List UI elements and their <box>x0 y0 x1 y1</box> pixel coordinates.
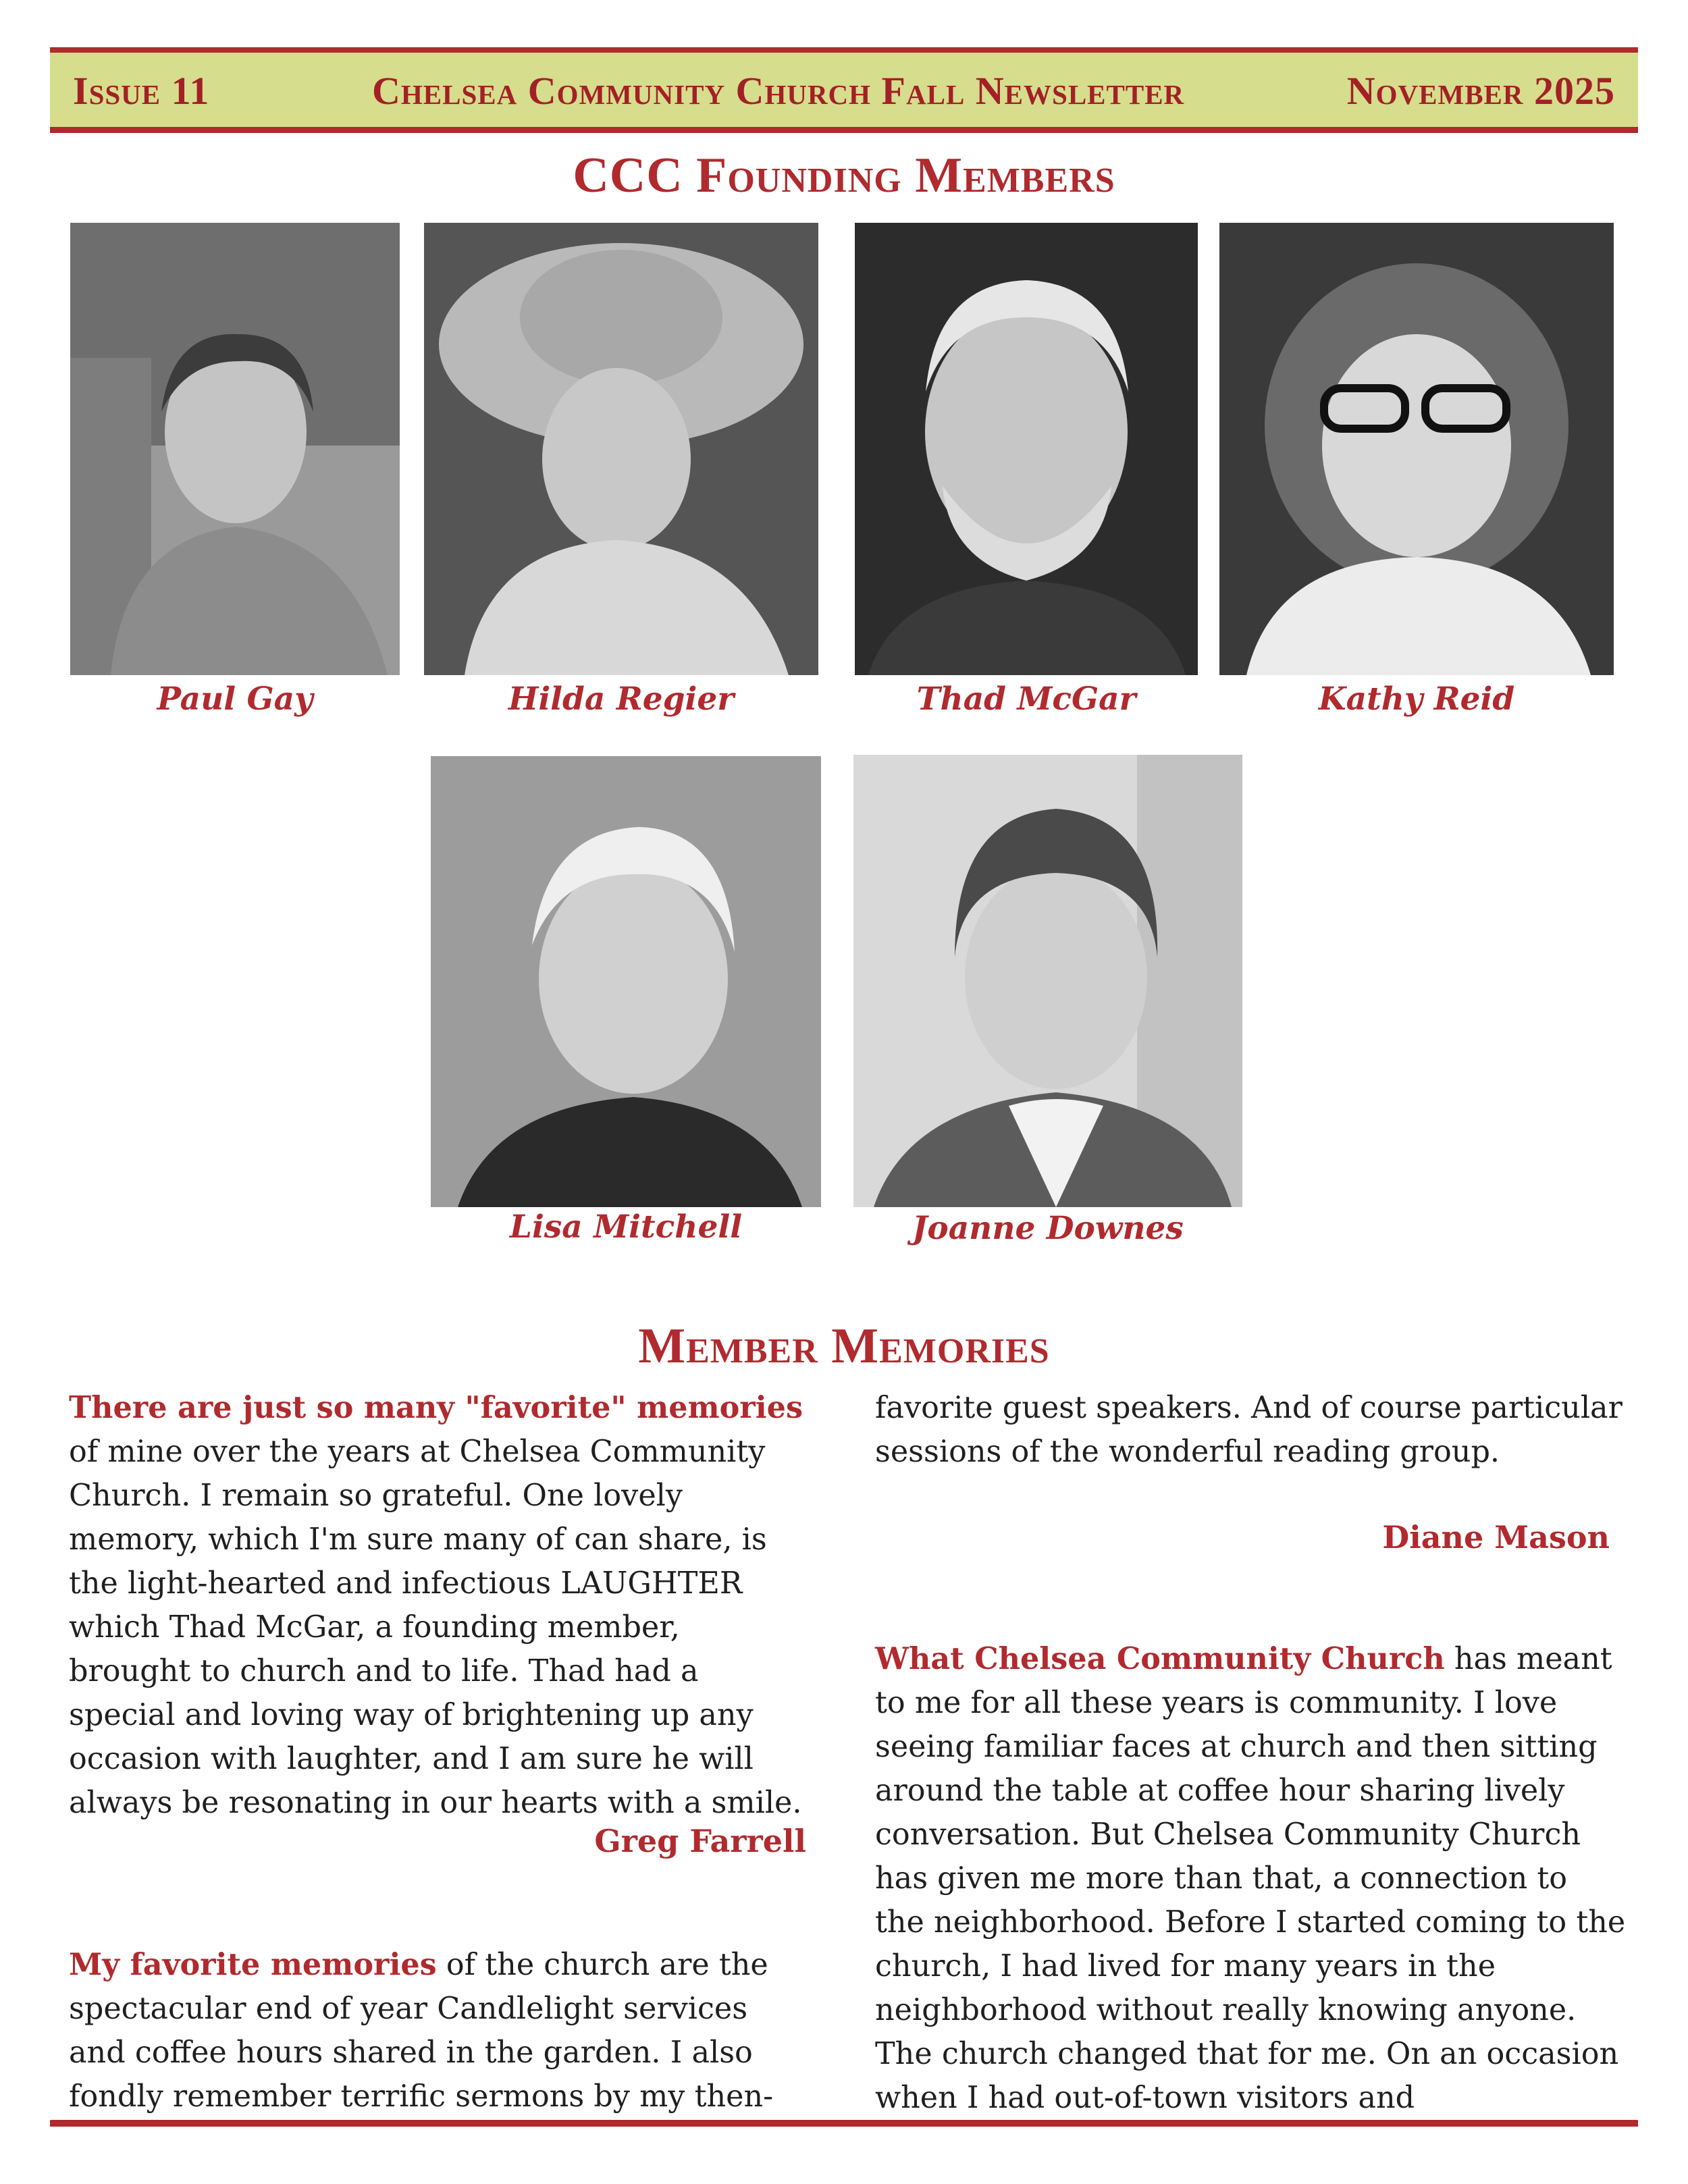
banner-bottom-rule <box>50 127 1638 133</box>
photo-lisa-mitchell <box>431 756 821 1207</box>
caption-joanne-downes: Joanne Downes <box>912 1210 1184 1247</box>
memory-community <box>875 1637 1626 2120</box>
caption-paul-gay: Paul Gay <box>157 681 313 718</box>
photo-paul-gay <box>70 223 400 675</box>
caption-thad-mcgar: Thad McGar <box>916 681 1136 718</box>
memory-diane-mason-continued <box>875 1386 1626 1474</box>
memory-lead: There are just so many "favorite" memories <box>69 1390 803 1425</box>
caption-lisa-mitchell: Lisa Mitchell <box>509 1208 743 1246</box>
photo-joanne-downes <box>853 755 1242 1207</box>
photo-thad-mcgar <box>855 223 1198 675</box>
memory-body: of the church are the spectacular end of year Candlelight services and coffee hours shared in the garden. I also fondly remember terrific sermons by my then- <box>69 1948 774 2114</box>
author-diane-mason: Diane Mason <box>1382 1519 1610 1555</box>
photo-hilda-regier <box>424 223 818 675</box>
newsletter-title: Chelsea Community Church Fall Newsletter <box>372 68 1185 113</box>
footer-rule <box>50 2120 1638 2127</box>
author-greg-farrell: Greg Farrell <box>594 1823 806 1859</box>
issue-date: November 2025 <box>1346 68 1615 113</box>
memory-body: of mine over the years at Chelsea Community Church. I remain so grateful. One lovely memory, which I'm sure many of can share, is the light-hearted and infectious LAUGHTER which Thad McGar, a founding member, brought to church and to life. Thad had a special and loving way of brightening up any occasion with laughter, and I am sure he will always be resonating in our hearts with a smile. <box>69 1435 802 1820</box>
memory-greg-farrell <box>69 1386 808 1825</box>
newsletter-banner <box>50 53 1638 128</box>
memory-lead: What Chelsea Community Church <box>875 1641 1445 1676</box>
memory-body: has meant to me for all these years is community. I love seeing familiar faces at church and then sitting around the table at coffee hour sharing lively conversation. But Chelsea Community Church has given me more than that, a connection to the neighborhood. Before I started coming to the church, I had lived for many years in the neighborhood without really knowing anyone. The church changed that for me. On an occasion when I had out-of-town visitors and <box>875 1642 1626 2115</box>
founders-heading: CCC Founding Members <box>573 148 1115 203</box>
caption-hilda-regier: Hilda Regier <box>508 681 735 718</box>
memory-lead: My favorite memories <box>69 1947 437 1982</box>
memories-heading: Member Memories <box>638 1319 1050 1374</box>
issue-number: Issue 11 <box>73 68 210 113</box>
memory-diane-mason <box>69 1943 808 2119</box>
memory-continuation: favorite guest speakers. And of course particular sessions of the wonderful reading group. <box>875 1391 1623 1469</box>
photo-kathy-reid <box>1219 223 1614 675</box>
caption-kathy-reid: Kathy Reid <box>1318 681 1515 718</box>
